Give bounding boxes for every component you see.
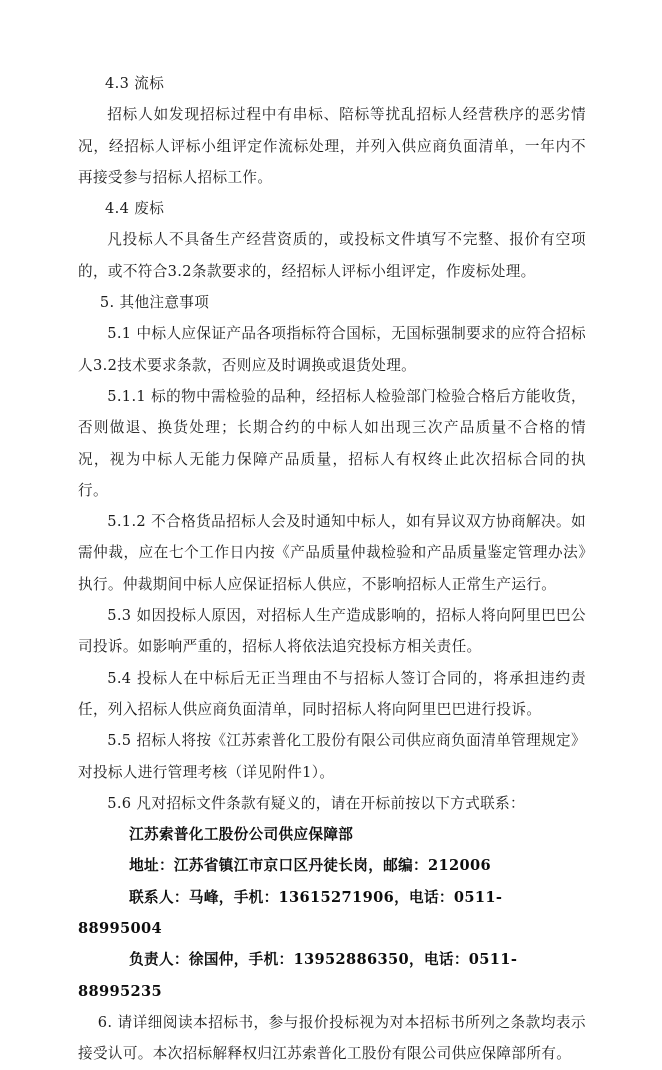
contact-block — [78, 819, 586, 1007]
document-body — [78, 68, 586, 1070]
contact-manager: 负责人：徐国仲，手机：13952886350，电话：0511-88995235 — [78, 951, 518, 1000]
paragraph-5-5: 5.5 招标人将按《江苏索普化工股份有限公司供应商负面清单管理规定》对投标人进行管理考核（详见附件1）。 — [78, 732, 586, 781]
heading-4-4: 4.4 废标 — [105, 200, 165, 218]
contact-address: 地址：江苏省镇江市京口区丹徒长岗，邮编：212006 — [129, 857, 491, 875]
paragraph-5-1-1: 5.1.1 标的物中需检验的品种，经招标人检验部门检验合格后方能收货，否则做退、换货处理；长期合约的中标人如出现三次产品质量不合格的情况，视为中标人无能力保障产品质量，招标人有权终止此次招标合同的执行。 — [78, 387, 586, 499]
paragraph-6: 6. 请详细阅读本招标书，参与报价投标视为对本招标书所列之条款均表示接受认可。本次招标解释权归江苏索普化工股份有限公司供应保障部所有。 — [78, 1013, 586, 1063]
contact-person: 联系人：马峰，手机：13615271906，电话：0511-88995004 — [78, 888, 503, 938]
heading-5: 5. 其他注意事项 — [99, 294, 210, 312]
paragraph-4-4-body: 凡投标人不具备生产经营资质的，或投标文件填写不完整、报价有空项的，或不符合3.2条款要求的，经招标人评标小组评定，作废标处理。 — [78, 231, 586, 280]
contact-department: 江苏索普化工股份公司供应保障部 — [129, 826, 354, 844]
paragraph-4-3-body: 招标人如发现招标过程中有串标、陪标等扰乱招标人经营秩序的恶劣情况，经招标人评标小组评定作流标处理，并列入供应商负面清单，一年内不再接受参与招标人招标工作。 — [78, 106, 586, 186]
paragraph-5-3: 5.3 如因投标人原因，对招标人生产造成影响的，招标人将向阿里巴巴公司投诉。如影响严重的，招标人将依法追究投标方相关责任。 — [78, 607, 586, 656]
paragraph-5-1: 5.1 中标人应保证产品各项指标符合国标，无国标强制要求的应符合招标人3.2技术要求条款，否则应及时调换或退货处理。 — [78, 325, 586, 374]
paragraph-5-6: 5.6 凡对招标文件条款有疑义的，请在开标前按以下方式联系： — [107, 794, 525, 812]
paragraph-5-4: 5.4 投标人在中标后无正当理由不与招标人签订合同的，将承担违约责任，列入招标人供应商负面清单，同时招标人将向阿里巴巴进行投诉。 — [78, 669, 586, 718]
heading-4-3: 4.3 流标 — [105, 75, 165, 92]
paragraph-5-1-2: 5.1.2 不合格货品招标人会及时通知中标人，如有异议双方协商解决。如需仲裁，应在七个工作日内按《产品质量仲裁检验和产品质量鉴定管理办法》执行。仲裁期间中标人应保证招标人供应，不影响招标人正常生产运行。 — [78, 513, 586, 593]
